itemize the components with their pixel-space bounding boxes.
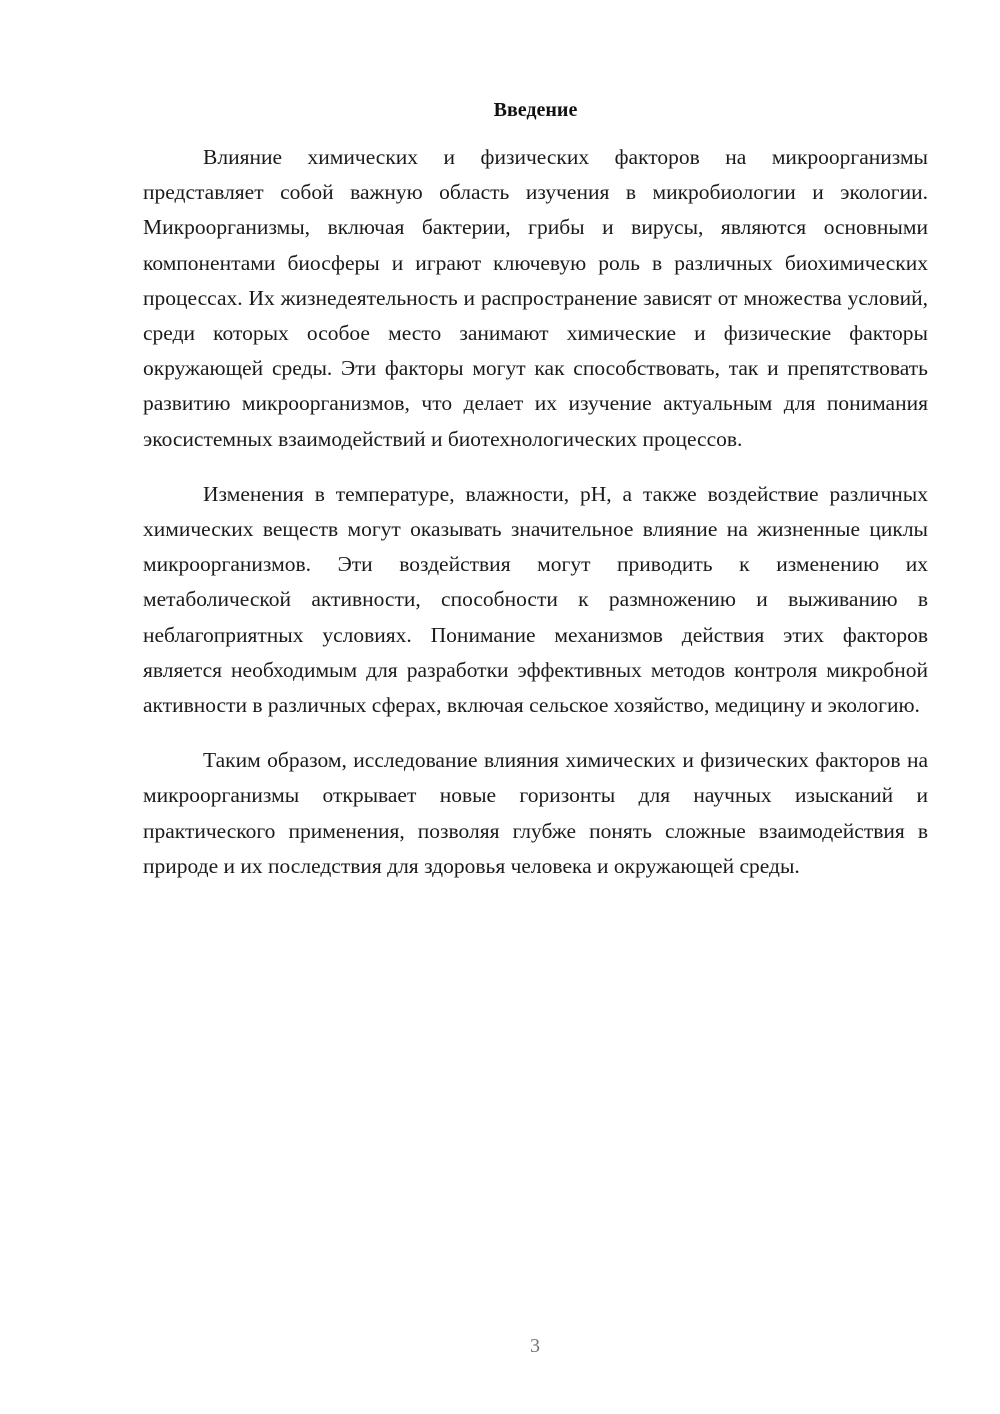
page-content [143,96,928,904]
page-number: 3 [530,1335,540,1357]
section-heading: Введение [493,99,578,121]
paragraph-2: Изменения в температуре, влажности, pH, а также воздействие различных химических веществ могут оказывать значительное влияние на жизненные циклы микроорганизмов. Эти воздействия могут приводить к изменению их метаболической активности, способности к размножению и выживанию в неблагоприятных условиях. Понимание механизмов действия этих факторов является необходимым для разработки эффективных методов контроля микробной активности в различных сферах, включая сельское хозяйство, медицину и экологию. [143,481,928,718]
paragraph-1: Влияние химических и физических факторов на микроорганизмы представляет собой важную область изучения в микробиологии и экологии. Микроорганизмы, включая бактерии, грибы и вирусы, являются основными компонентами биосферы и играют ключевую роль в различных биохимических процессах. Их жизнедеятельность и распространение зависят от множества условий, среди которых особое место занимают химические и физические факторы окружающей среды. Эти факторы могут как способствовать, так и препятствовать развитию микроорганизмов, что делает их изучение актуальным для понимания экосистемных взаимодействий и биотехнологических процессов. [143,145,928,451]
paragraph-3: Таким образом, исследование влияния химических и физических факторов на микроорганизмы открывает новые горизонты для научных изысканий и практического применения, позволяя глубже понять сложные взаимодействия в природе и их последствия для здоровья человека и окружающей среды. [143,748,928,878]
